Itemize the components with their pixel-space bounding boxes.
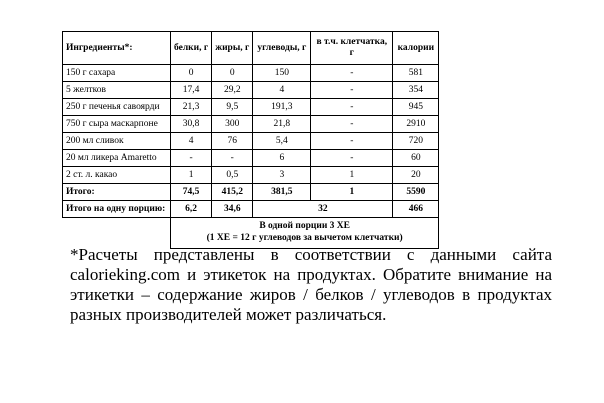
table-body	[63, 65, 439, 249]
fiber-cell: -	[311, 133, 393, 150]
total-protein: 74,5	[171, 184, 212, 201]
ingredient-name: 5 желтков	[63, 82, 171, 99]
carbs-cell: 191,3	[253, 99, 311, 116]
table-row-xe-note	[63, 218, 439, 249]
per-portion-label: Итого на одну порцию:	[63, 201, 171, 218]
per-portion-calories: 466	[393, 201, 439, 218]
table-header-row	[63, 32, 439, 65]
protein-cell: 4	[171, 133, 212, 150]
ingredient-name: 200 мл сливок	[63, 133, 171, 150]
calories-cell: 60	[393, 150, 439, 167]
total-label: Итого:	[63, 184, 171, 201]
fiber-cell: -	[311, 99, 393, 116]
protein-cell: -	[171, 150, 212, 167]
fat-cell: 300	[212, 116, 253, 133]
carbs-cell: 4	[253, 82, 311, 99]
fat-cell: 0	[212, 65, 253, 82]
xe-note-blank	[63, 218, 171, 249]
table-row	[63, 150, 439, 167]
ingredient-name: 150 г сахара	[63, 65, 171, 82]
footnote-text: *Расчеты представлены в соответствии с данными сайта calorieking.com и этикеток на продуктах. Обратите внимание на этикетки – содержание жиров / белков / углеводов в продуктах разных производителей может различаться.	[70, 245, 552, 324]
fiber-cell: -	[311, 116, 393, 133]
header-ingredients: Ингредиенты*:	[63, 32, 171, 65]
header-protein: белки, г	[171, 32, 212, 65]
header-carbs: углеводы, г	[253, 32, 311, 65]
calories-cell: 720	[393, 133, 439, 150]
fat-cell: 29,2	[212, 82, 253, 99]
fiber-cell: -	[311, 150, 393, 167]
xe-note	[171, 218, 439, 249]
ingredient-name: 2 ст. л. какао	[63, 167, 171, 184]
total-calories: 5590	[393, 184, 439, 201]
total-fat: 415,2	[212, 184, 253, 201]
fat-cell: 9,5	[212, 99, 253, 116]
table-row	[63, 116, 439, 133]
calories-cell: 354	[393, 82, 439, 99]
carbs-cell: 3	[253, 167, 311, 184]
total-carbs: 381,5	[253, 184, 311, 201]
xe-note-line1: В одной порции 3 ХЕ	[259, 221, 351, 232]
ingredient-name: 20 мл ликера Amaretto	[63, 150, 171, 167]
protein-cell: 1	[171, 167, 212, 184]
fat-cell: 76	[212, 133, 253, 150]
table-row	[63, 167, 439, 184]
protein-cell: 21,3	[171, 99, 212, 116]
header-fiber: в т.ч. клетчатка, г	[311, 32, 393, 65]
protein-cell: 30,8	[171, 116, 212, 133]
carbs-cell: 6	[253, 150, 311, 167]
table-row	[63, 82, 439, 99]
per-portion-carbs: 32	[253, 201, 393, 218]
fat-cell: 0,5	[212, 167, 253, 184]
protein-cell: 17,4	[171, 82, 212, 99]
header-calories: калории	[393, 32, 439, 65]
carbs-cell: 5,4	[253, 133, 311, 150]
total-fiber: 1	[311, 184, 393, 201]
per-portion-protein: 6,2	[171, 201, 212, 218]
calories-cell: 20	[393, 167, 439, 184]
table-row-per-portion	[63, 201, 439, 218]
table-row-total	[63, 184, 439, 201]
fiber-cell: -	[311, 65, 393, 82]
calories-cell: 2910	[393, 116, 439, 133]
table-row	[63, 65, 439, 82]
per-portion-fat: 34,6	[212, 201, 253, 218]
table-row	[63, 133, 439, 150]
header-fat: жиры, г	[212, 32, 253, 65]
xe-note-line2: (1 ХЕ = 12 г углеводов за вычетом клетчатки)	[206, 233, 403, 243]
nutrition-table	[62, 31, 439, 249]
ingredient-name: 750 г сыра маскарпоне	[63, 116, 171, 133]
carbs-cell: 21,8	[253, 116, 311, 133]
calories-cell: 945	[393, 99, 439, 116]
fiber-cell: -	[311, 82, 393, 99]
calories-cell: 581	[393, 65, 439, 82]
fat-cell: -	[212, 150, 253, 167]
table-row	[63, 99, 439, 116]
protein-cell: 0	[171, 65, 212, 82]
fiber-cell: 1	[311, 167, 393, 184]
ingredient-name: 250 г печенья савоярди	[63, 99, 171, 116]
carbs-cell: 150	[253, 65, 311, 82]
